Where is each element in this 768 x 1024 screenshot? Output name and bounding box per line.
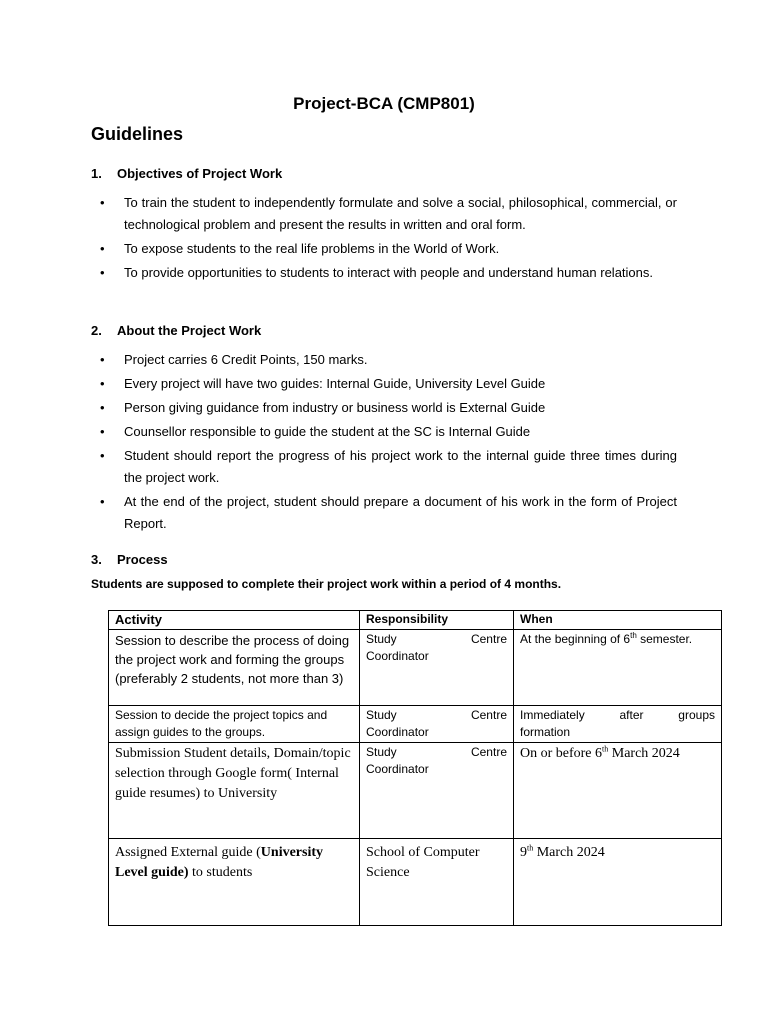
ordinal-suffix: th — [602, 744, 609, 754]
ordinal-suffix: th — [630, 631, 637, 640]
table-row — [109, 706, 722, 743]
resp-word: Centre — [470, 632, 507, 646]
objectives-list — [100, 192, 677, 286]
when-word: groups — [678, 708, 715, 722]
list-item: • To provide opportunities to students to interact with people and understand human relations. — [100, 262, 677, 284]
list-item: • At the end of the project, student should prepare a document of his work in the form of Project Report. — [100, 491, 677, 535]
when-word: formation — [520, 725, 571, 739]
list-item: • Every project will have two guides: Internal Guide, University Level Guide — [100, 373, 677, 395]
when-text: March 2024 — [608, 746, 680, 761]
when-word: after — [619, 708, 644, 722]
section-objectives-heading — [91, 166, 282, 181]
when-text: semester. — [636, 632, 693, 646]
resp-word: Study — [366, 745, 397, 759]
list-item: • To train the student to independently formulate and solve a social, philosophical, commercial, or technological problem and present the results in written and oral form. — [100, 192, 677, 236]
responsibility-cell — [360, 743, 514, 839]
ordinal-suffix: th — [527, 843, 534, 853]
guidelines-heading: Guidelines — [91, 124, 184, 144]
when-cell — [514, 630, 722, 706]
resp-word: Coordinator — [366, 725, 429, 739]
list-item: • Student should report the progress of his project work to the internal guide three times during the project work. — [100, 445, 677, 489]
activity-cell — [109, 839, 360, 926]
when-word: Immediately — [520, 708, 585, 722]
when-text: On or before 6 — [520, 746, 603, 761]
activity-text: to students — [188, 865, 253, 880]
header-responsibility: Responsibility — [360, 611, 514, 630]
when-text: At the beginning of 6 — [520, 632, 631, 646]
table-row — [109, 743, 722, 839]
resp-word: Study — [366, 632, 397, 646]
about-list — [100, 349, 677, 537]
section-number: 1. — [91, 166, 102, 181]
table-header-row — [109, 611, 722, 630]
section-about-heading — [91, 323, 261, 338]
section-number: 2. — [91, 323, 102, 338]
list-item: • To expose students to the real life problems in the World of Work. — [100, 238, 677, 260]
section-title: Process — [117, 552, 168, 567]
responsibility-cell: School of Computer Science — [360, 839, 514, 926]
activity-cell: Session to describe the process of doing the project work and forming the groups (preferably 2 students, not more than 3) — [109, 630, 360, 706]
table-row — [109, 630, 722, 706]
table-row — [109, 839, 722, 926]
header-activity: Activity — [109, 611, 360, 630]
responsibility-cell — [360, 706, 514, 743]
section-number: 3. — [91, 552, 102, 567]
when-cell — [514, 706, 722, 743]
when-text: March 2024 — [533, 845, 605, 860]
resp-word: Centre — [470, 708, 507, 722]
activity-text: Assigned External guide ( — [115, 845, 261, 860]
resp-word: Coordinator — [366, 762, 429, 776]
section-title: Objectives of Project Work — [117, 166, 283, 181]
responsibility-cell — [360, 630, 514, 706]
activity-cell: Session to decide the project topics and assign guides to the groups. — [109, 706, 360, 743]
list-item: • Counsellor responsible to guide the student at the SC is Internal Guide — [100, 421, 677, 443]
resp-word: Centre — [470, 745, 507, 759]
document-title: Project-BCA (CMP801) — [293, 94, 475, 113]
section-process-heading — [91, 552, 168, 567]
section-title: About the Project Work — [117, 323, 262, 338]
activity-text-bold: University Level guide) — [115, 845, 324, 880]
when-cell — [514, 839, 722, 926]
activity-cell: Submission Student details, Domain/topic selection through Google form( Internal guide resumes) to University — [109, 743, 360, 839]
resp-word: Study — [366, 708, 397, 722]
process-intro: Students are supposed to complete their project work within a period of 4 months. — [91, 577, 562, 591]
list-item: • Person giving guidance from industry or business world is External Guide — [100, 397, 677, 419]
list-item: • Project carries 6 Credit Points, 150 marks. — [100, 349, 677, 371]
header-when: When — [514, 611, 722, 630]
when-text: 9 — [520, 845, 527, 860]
resp-word: Coordinator — [366, 649, 429, 663]
process-table — [108, 610, 722, 926]
when-cell — [514, 743, 722, 839]
